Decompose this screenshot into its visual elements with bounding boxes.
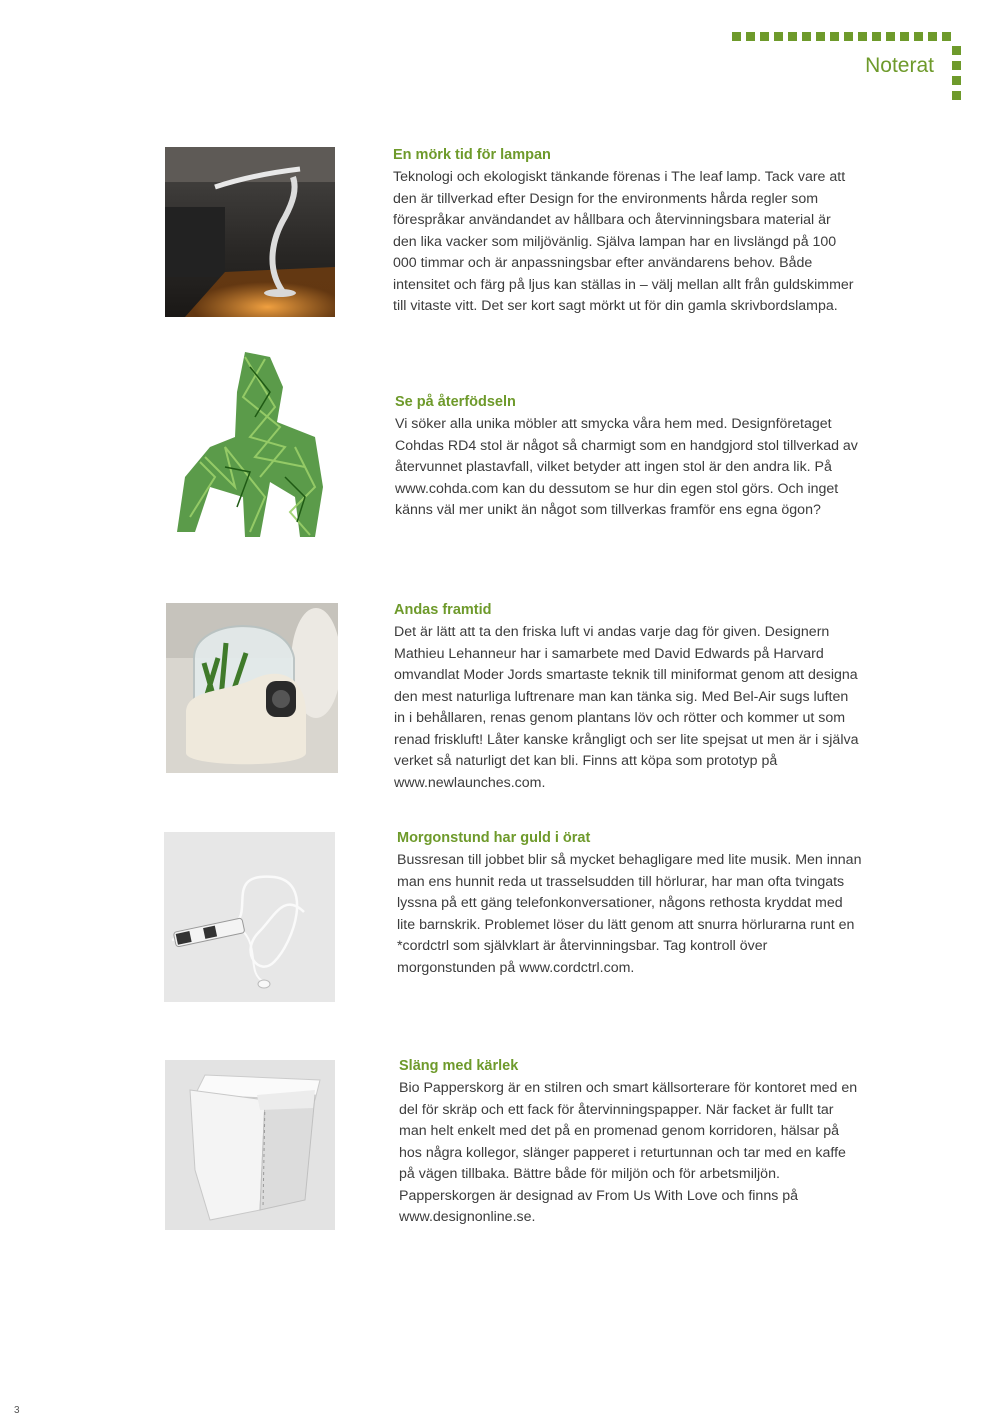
- article-text: [394, 600, 859, 794]
- article-title: Se på återfödseln: [395, 394, 516, 410]
- header-dots-decoration: [732, 32, 951, 41]
- earphones-image: [164, 832, 335, 1002]
- article-title: Andas framtid: [394, 602, 492, 618]
- air-purifier-image: [166, 603, 338, 773]
- article-title: Släng med kärlek: [399, 1058, 519, 1074]
- article-text: [397, 828, 862, 979]
- article-body: Teknologi och ekologiskt tänkande förenas i The leaf lamp. Tack vare att den är tillverkad efter Design for the environments hårda regler som förespråkar användandet av hållbara och återvinningsbara material är den lika vacker som miljövänlig. Själva lampan har en livslängd på 100 000 timmar och är anpassningsbar efter användarens behov. Både intensitet och färg på ljus kan ställas in – välj mellan allt från guldskimmer till vitaste vitt. Det ser kort sagt mörkt ut för din gamla skrivbordslampa.: [393, 169, 854, 314]
- green-chair-image: [165, 347, 330, 542]
- page-number: 3: [14, 1405, 20, 1416]
- section-label: Noterat: [865, 54, 934, 77]
- article-text: [399, 1056, 864, 1229]
- article-body: Vi söker alla unika möbler att smycka våra hem med. Designföretaget Cohdas RD4 stol är något så charmigt som en handgjord stol tillverkad av återvunnet plastavfall, vilket betyder att ingen stol är den andra lik. På www.cohda.com kan du dessutom se hur din egen stol görs. Och inget känns väl mer unikt än något som tillverkas framför ens egna ögon?: [395, 416, 858, 518]
- paper-bin-image: [165, 1060, 335, 1230]
- article-body: Bussresan till jobbet blir så mycket behagligare med lite musik. Men innan man ens hunnit reda ut trasselsudden till hörlurar, har man ofta tvingats lyssna på ett gäng telefonkonversationer, någons rethosta kryddat med lite barnskrik. Problemet löser du lätt genom att snurra hörlurarna runt en *cordctrl som självklart är återvinningsbar. Tag kontroll över morgonstunden på www.cordctrl.com.: [397, 852, 862, 976]
- article-body: Bio Papperskorg är en stilren och smart källsorterare för kontoret med en del för skräp och ett fack för återvinningspapper. När facket är fullt tar man helt enkelt med det på en promenad genom korridoren, hälsar på hos några kollegor, slänger papperet i returtunnan och tar med en kaffe på vägen tillbaka. Bättre både för miljön och för arbetsmiljön. Papperskorgen är designad av From Us With Love och finns på www.designonline.se.: [399, 1080, 858, 1225]
- header-dots-vertical-decoration: [952, 46, 961, 100]
- article-title: Morgonstund har guld i örat: [397, 830, 591, 846]
- article-text: [393, 145, 858, 318]
- article-text: [395, 392, 860, 522]
- article-title: En mörk tid för lampan: [393, 147, 551, 163]
- article-body: Det är lätt att ta den friska luft vi andas varje dag för given. Designern Mathieu Lehanneur har i samarbete med David Edwards på Harvard omvandlat Moder Jords smartaste teknik till miniformat genom att designa den mest naturliga luftrenare man kan tänka sig. Med Bel-Air sugs luften in i behållaren, renas genom plantans löv och rötter och kommer ut som renad friskluft! Låter kanske krångligt och ser lite spejsat ut men är i själva verket så naturligt det kan bli. Finns att köpa som prototyp på www.newlaunches.com.: [394, 624, 859, 791]
- leaf-lamp-image: [165, 147, 335, 317]
